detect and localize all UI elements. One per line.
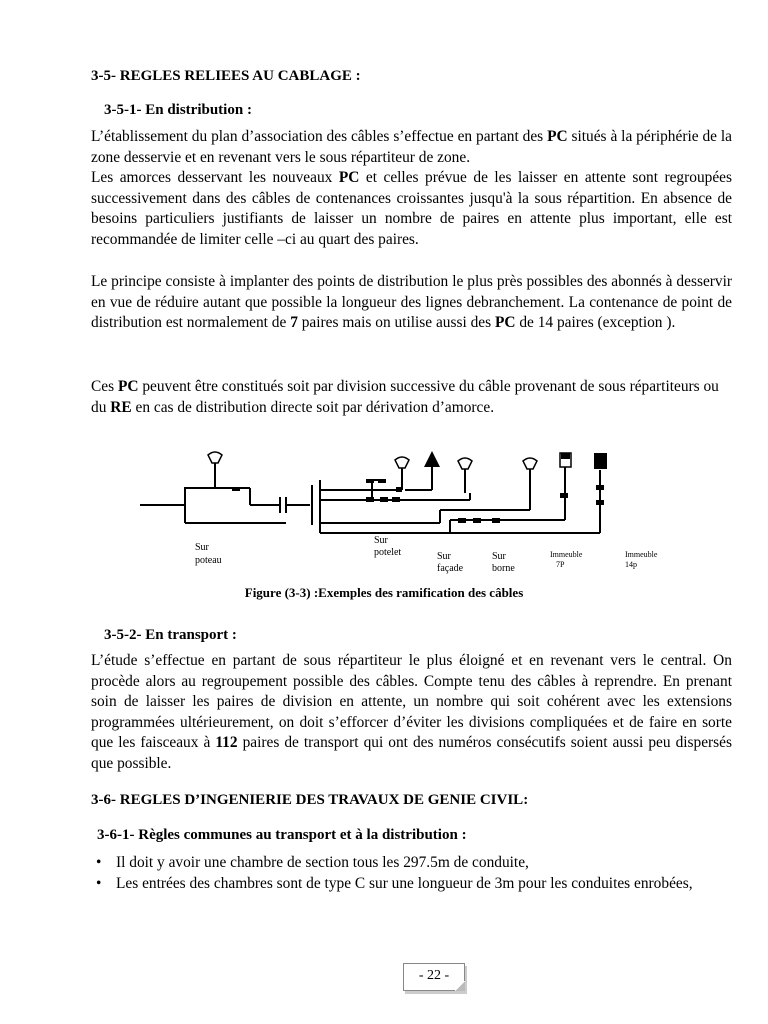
label-sur-facade-1: Sur (437, 551, 451, 562)
bullet-icon: • (96, 854, 102, 871)
label-sur-poteau-2: poteau (195, 555, 222, 566)
figure-caption: Figure (3-3) :Exemples des ramification des câbles (244, 585, 524, 600)
paragraph-2: Les amorces desservant les nouveaux PC et celles prévue de les laisser en attente sont regroupées successivement dans des câbles de contenances croissantes jusqu'à la sous répartition. En absence de besoins particuliers justifiants de laisser un nombre de paires en attente plus important, elle est recommandée de limiter celle –ci au quart des paires. (91, 169, 732, 248)
paragraph-3: Le principe consiste à implanter des points de distribution le plus près possibles des abonnés à desservir en vue de réduire autant que possible la longueur des lignes debranchement. La contenance de point de distribution est normalement de 7 paires mais on utilise aussi des PC de 14 paires (exception ). (91, 273, 732, 331)
cable-ramification-diagram (140, 445, 658, 577)
paragraph-transport: L’étude s’effectue en partant de sous répartiteur le plus éloigné et en revenant vers le central. On procède alors au regroupement possible des câbles. Compte tenu des câbles à reprendre. En prenant soin de laisser les paires de division en attente, un nombre qui soit cohérent avec les extensions programmées ultérieurement, on doit s’efforcer d’éviter les divisions compliquées et de faire en sorte que les faisceaux à 112 paires de transport qui ont des numéros consécutifs soient aussi peu dispersés que possible. (91, 652, 732, 772)
page-fold-icon (455, 981, 465, 991)
list-item: • Il doit y avoir une chambre de section tous les 297.5m de conduite, (91, 853, 732, 874)
label-immeuble-14p-2: 14p (625, 560, 637, 569)
subsection-title-3-5-1: 3-5-1- En distribution : (104, 102, 252, 118)
section-title-3-6: 3-6- REGLES D’INGENIERIE DES TRAVAUX DE GENIE CIVIL: (91, 792, 529, 808)
page-number: - 22 - (403, 963, 465, 991)
label-immeuble-7p-1: Immeuble (550, 550, 583, 559)
list-item: • Les entrées des chambres sont de type C sur une longueur de 3m pour les conduites enrobées, (91, 874, 732, 895)
label-sur-facade-2: façade (437, 563, 464, 574)
paragraph-4: Ces PC peuvent être constitués soit par division successive du câble provenant de sous répartiteurs ou du RE en cas de distribution directe soit par dérivation d’amorce. (91, 378, 719, 416)
bullet-list (91, 853, 732, 894)
label-immeuble-7p-2: 7P (556, 560, 565, 569)
bullet-icon: • (96, 874, 102, 892)
label-sur-poteau-1: Sur (195, 542, 209, 553)
label-sur-potelet-2: potelet (374, 547, 402, 558)
paragraph-1: L’établissement du plan d’association des câbles s’effectue en partant des PC situés à la périphérie de la zone desservie et en revenant vers le sous répartiteur de zone. (91, 128, 732, 166)
label-sur-borne-2: borne (492, 563, 515, 574)
subsection-title-3-6-1: 3-6-1- Règles communes au transport et à la distribution : (97, 827, 467, 843)
section-title-3-5: 3-5- REGLES RELIEES AU CABLAGE : (91, 68, 361, 84)
label-immeuble-14p-1: Immeuble (625, 550, 658, 559)
label-sur-potelet-1: Sur (374, 535, 388, 546)
subsection-title-3-5-2: 3-5-2- En transport : (104, 627, 237, 643)
label-sur-borne-1: Sur (492, 551, 506, 562)
